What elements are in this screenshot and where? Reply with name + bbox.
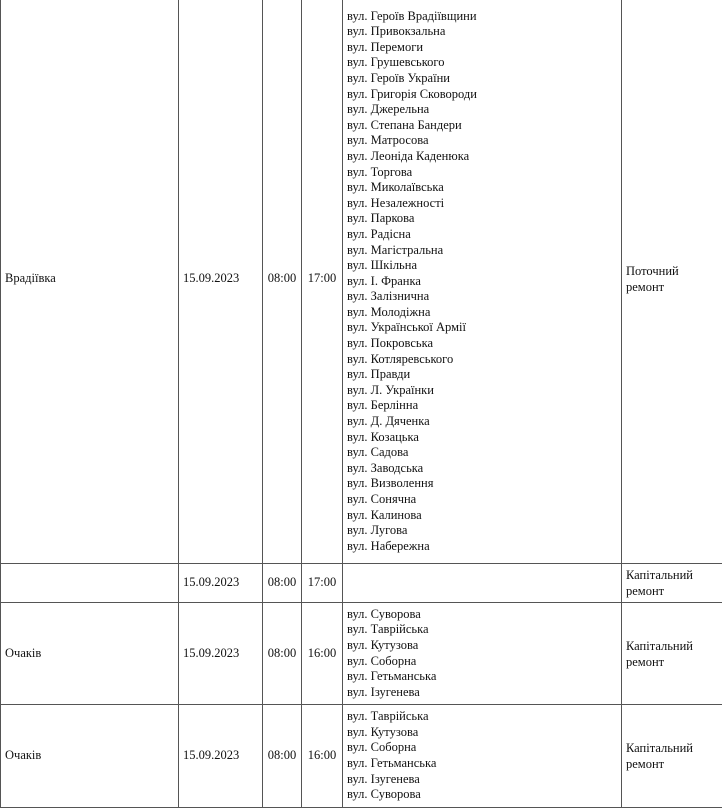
street-item: вул. Григорія Сковороди xyxy=(347,87,617,103)
street-item: вул. Берлінна xyxy=(347,398,617,414)
street-item: вул. Котляревського xyxy=(347,352,617,368)
street-item: вул. Ізугенева xyxy=(347,685,617,701)
street-item: вул. Української Армії xyxy=(347,320,617,336)
start-time-cell: 08:00 xyxy=(263,0,302,564)
start-time-cell: 08:00 xyxy=(263,705,302,808)
start-time-cell: 08:00 xyxy=(263,603,302,705)
end-time-cell: 16:00 xyxy=(302,603,343,705)
street-item: вул. Калинова xyxy=(347,508,617,524)
end-time-cell: 16:00 xyxy=(302,705,343,808)
work-type-cell: Капітальний ремонт xyxy=(622,705,722,808)
street-item: вул. Паркова xyxy=(347,211,617,227)
settlement-cell: Очаків xyxy=(1,603,179,705)
work-type-cell: Капітальний ремонт xyxy=(622,564,722,603)
street-item: вул. Садова xyxy=(347,445,617,461)
street-item: вул. Таврійська xyxy=(347,709,617,725)
street-item: вул. Гетьманська xyxy=(347,756,617,772)
street-item: вул. Соборна xyxy=(347,740,617,756)
street-item: вул. Привокзальна xyxy=(347,24,617,40)
street-item: вул. Визволення xyxy=(347,476,617,492)
street-item: вул. Суворова xyxy=(347,607,617,623)
street-item: вул. Торгова xyxy=(347,165,617,181)
streets-cell xyxy=(343,0,622,564)
street-item: вул. Джерельна xyxy=(347,102,617,118)
work-type-cell: Поточний ремонт xyxy=(622,0,722,564)
settlement-cell xyxy=(1,564,179,603)
street-item: вул. Шкільна xyxy=(347,258,617,274)
streets-cell xyxy=(343,603,622,705)
street-item: вул. Кутузова xyxy=(347,638,617,654)
street-item: вул. Молодіжна xyxy=(347,305,617,321)
table-row xyxy=(1,705,722,808)
street-item: вул. Ізугенева xyxy=(347,772,617,788)
street-item: вул. Степана Бандери xyxy=(347,118,617,134)
street-item: вул. Лугова xyxy=(347,523,617,539)
street-item: вул. Матросова xyxy=(347,133,617,149)
settlement-cell: Очаків xyxy=(1,705,179,808)
street-item: вул. Героїв України xyxy=(347,71,617,87)
table-row xyxy=(1,603,722,705)
street-item: вул. Покровська xyxy=(347,336,617,352)
street-item: вул. Залізнична xyxy=(347,289,617,305)
street-item: вул. Соборна xyxy=(347,654,617,670)
street-item: вул. Правди xyxy=(347,367,617,383)
date-cell: 15.09.2023 xyxy=(179,564,263,603)
street-item: вул. Кутузова xyxy=(347,725,617,741)
street-item: вул. Грушевського xyxy=(347,55,617,71)
street-item: вул. Магістральна xyxy=(347,243,617,259)
table-row xyxy=(1,0,722,564)
street-item: вул. Козацька xyxy=(347,430,617,446)
table-row xyxy=(1,564,722,603)
streets-cell xyxy=(343,564,622,603)
street-item: вул. Д. Дяченка xyxy=(347,414,617,430)
street-item: вул. Леоніда Каденюка xyxy=(347,149,617,165)
end-time-cell: 17:00 xyxy=(302,0,343,564)
street-item: вул. Сонячна xyxy=(347,492,617,508)
street-item: вул. Незалежності xyxy=(347,196,617,212)
date-cell: 15.09.2023 xyxy=(179,0,263,564)
work-type-cell: Капітальний ремонт xyxy=(622,603,722,705)
start-time-cell: 08:00 xyxy=(263,564,302,603)
end-time-cell: 17:00 xyxy=(302,564,343,603)
street-item: вул. Суворова xyxy=(347,787,617,803)
street-item: вул. І. Франка xyxy=(347,274,617,290)
street-item: вул. Героїв Врадіївщини xyxy=(347,9,617,25)
settlement-cell: Врадіївка xyxy=(1,0,179,564)
street-item: вул. Гетьманська xyxy=(347,669,617,685)
street-item: вул. Набережна xyxy=(347,539,617,555)
street-item: вул. Перемоги xyxy=(347,40,617,56)
streets-cell xyxy=(343,705,622,808)
street-item: вул. Радісна xyxy=(347,227,617,243)
street-item: вул. Миколаївська xyxy=(347,180,617,196)
street-item: вул. Л. Українки xyxy=(347,383,617,399)
street-item: вул. Таврійська xyxy=(347,622,617,638)
date-cell: 15.09.2023 xyxy=(179,705,263,808)
date-cell: 15.09.2023 xyxy=(179,603,263,705)
street-item: вул. Заводська xyxy=(347,461,617,477)
